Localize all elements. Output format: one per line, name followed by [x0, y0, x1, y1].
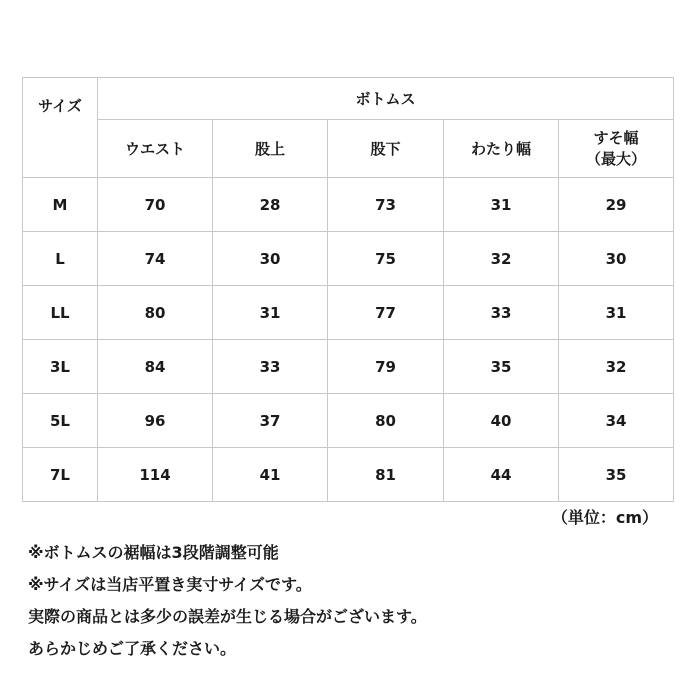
inseam-cell: 73	[328, 178, 444, 232]
inseam-cell: 77	[328, 286, 444, 340]
rise-cell: 41	[213, 448, 328, 502]
size-cell: 5L	[23, 394, 98, 448]
size-table	[22, 77, 674, 502]
thigh-cell: 32	[444, 232, 559, 286]
column-header-thigh: わたり幅	[444, 120, 559, 178]
note-hem-adjustable: ※ボトムスの裾幅は3段階調整可能	[28, 543, 279, 562]
hem-cell: 31	[559, 286, 674, 340]
hem-max-label: （最大）	[585, 149, 646, 168]
column-header-inseam: 股下	[328, 120, 444, 178]
unit-label: （単位：cm）	[551, 508, 658, 527]
rise-cell: 30	[213, 232, 328, 286]
note-acknowledge: あらかじめご了承ください。	[28, 639, 237, 658]
hem-cell: 32	[559, 340, 674, 394]
size-cell: L	[23, 232, 98, 286]
hem-cell: 35	[559, 448, 674, 502]
column-header-rise: 股上	[213, 120, 328, 178]
table-row	[23, 286, 674, 340]
thigh-cell: 35	[444, 340, 559, 394]
rise-cell: 33	[213, 340, 328, 394]
table-row	[23, 394, 674, 448]
rise-cell: 37	[213, 394, 328, 448]
size-cell: 3L	[23, 340, 98, 394]
size-column-header: サイズ	[23, 78, 98, 178]
waist-cell: 84	[98, 340, 213, 394]
notes	[28, 537, 427, 665]
waist-cell: 70	[98, 178, 213, 232]
size-cell: M	[23, 178, 98, 232]
table-row	[23, 340, 674, 394]
hem-cell: 29	[559, 178, 674, 232]
inseam-cell: 75	[328, 232, 444, 286]
size-cell: 7L	[23, 448, 98, 502]
inseam-cell: 79	[328, 340, 444, 394]
column-header-waist: ウエスト	[98, 120, 213, 178]
hem-cell: 34	[559, 394, 674, 448]
thigh-cell: 40	[444, 394, 559, 448]
hem-label: すそ幅	[593, 128, 639, 147]
rise-cell: 28	[213, 178, 328, 232]
column-header-hem	[559, 120, 674, 178]
waist-cell: 114	[98, 448, 213, 502]
thigh-cell: 31	[444, 178, 559, 232]
inseam-cell: 80	[328, 394, 444, 448]
inseam-cell: 81	[328, 448, 444, 502]
bottoms-group-header: ボトムス	[98, 78, 674, 120]
waist-cell: 80	[98, 286, 213, 340]
waist-cell: 96	[98, 394, 213, 448]
table-row	[23, 178, 674, 232]
hem-cell: 30	[559, 232, 674, 286]
thigh-cell: 33	[444, 286, 559, 340]
rise-cell: 31	[213, 286, 328, 340]
thigh-cell: 44	[444, 448, 559, 502]
waist-cell: 74	[98, 232, 213, 286]
size-cell: LL	[23, 286, 98, 340]
note-measurement: ※サイズは当店平置き実寸サイズです。	[28, 575, 312, 594]
table-row	[23, 232, 674, 286]
table-row	[23, 448, 674, 502]
note-tolerance: 実際の商品とは多少の誤差が生じる場合がございます。	[28, 607, 427, 626]
